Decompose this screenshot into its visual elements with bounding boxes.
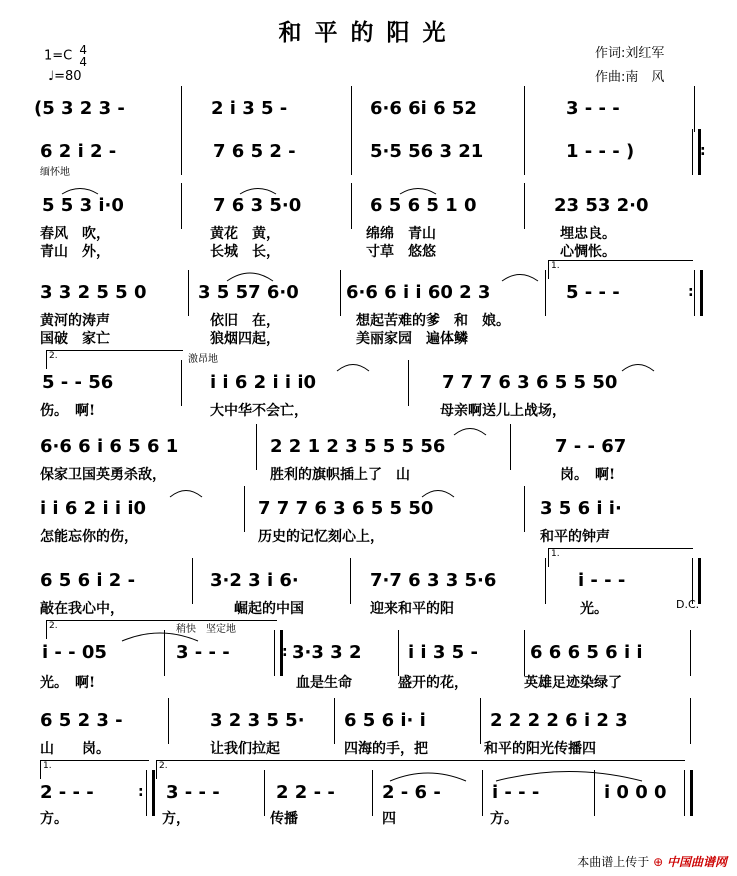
lyric-line: 黄河的涛声 — [40, 313, 110, 329]
slur — [500, 270, 540, 282]
lyric-line: 英雄足迹染绿了 — [524, 675, 622, 691]
lyric-line: 迎来和平的阳 — [370, 601, 454, 617]
barline — [690, 630, 691, 676]
note-group: 5 5 3 i·0 — [42, 195, 124, 216]
note-group: 2 - - - — [40, 782, 94, 803]
quarter-note-icon: ♩ — [48, 69, 55, 84]
note-group: 5 - - - — [566, 282, 620, 303]
note-group: 5·5 56 3 21 — [370, 141, 484, 162]
lyric-line: 埋忠良。 — [560, 226, 616, 242]
barline — [181, 129, 182, 175]
lyric-line: 大中华不会亡， — [210, 403, 308, 419]
note-group: 5 - - 56 — [42, 372, 114, 393]
lyric-line: 胜利的旗帜插上了 山 — [270, 467, 410, 483]
slur — [398, 185, 438, 195]
slur — [60, 185, 100, 195]
key-signature — [44, 44, 87, 68]
note-group: 6·6 6i 6 52 — [370, 98, 477, 119]
note-group: 1 - - - ) — [566, 141, 635, 162]
barline — [398, 630, 399, 676]
lyric-line: 青山 外， — [40, 244, 110, 260]
note-group: 3 5 57 6·0 — [198, 282, 299, 303]
note-group: 6 2 i 2 - — [40, 141, 117, 162]
lyric-line: 方， — [162, 811, 190, 827]
note-group: 3 - - - — [176, 642, 230, 663]
volta-1: 1. — [548, 260, 693, 279]
slur — [388, 768, 468, 782]
composer-credit: 作曲:南 风 — [595, 70, 665, 85]
note-group: 3 2 3 5 5· — [210, 710, 305, 731]
lyric-line: 方。 — [490, 811, 518, 827]
lyric-line: 光。 — [580, 601, 608, 617]
note-group: 3 - - - — [166, 782, 220, 803]
note-group: i i 6 2 i i i0 — [40, 498, 147, 519]
repeat-dots: : — [282, 644, 288, 660]
volta-2: 2. — [46, 620, 277, 639]
slur — [452, 424, 488, 436]
tempo-mark — [48, 69, 82, 84]
barline — [524, 86, 525, 132]
slur — [620, 360, 656, 372]
time-sig-top: 4 — [79, 43, 88, 57]
barline — [524, 129, 525, 175]
lyric-line: 保家卫国英勇杀敌， — [40, 467, 166, 483]
note-group: i - - - — [492, 782, 540, 803]
lyric-line: 绵绵 青山 — [366, 226, 436, 242]
barline — [694, 86, 695, 132]
slur — [494, 766, 644, 782]
barline — [181, 86, 182, 132]
footer-text: 本曲谱上传于 — [577, 855, 650, 869]
note-group: i - - 05 — [42, 642, 107, 663]
lyric-line: 狼烟四起， — [210, 331, 280, 347]
note-group: 3·2 3 i 6· — [210, 570, 299, 591]
volta-2: 2. — [156, 760, 685, 779]
repeat-dots: : — [700, 143, 706, 159]
lyric-line: 四海的手，把 — [344, 741, 428, 757]
note-group: 7·7 6 3 3 5·6 — [370, 570, 497, 591]
lyric-line: 历史的记忆刻心上， — [258, 529, 384, 545]
song-title: 和平的阳光 — [278, 20, 459, 46]
lyric-line: 盛开的花， — [398, 675, 468, 691]
note-group: 2 - 6 - — [382, 782, 441, 803]
note-group: 3 5 6 i i· — [540, 498, 622, 519]
note-group: 6 5 6 5 1 0 — [370, 195, 477, 216]
note-group: 7 - - 67 — [555, 436, 627, 457]
expression-mark: 缅怀地 — [40, 167, 70, 178]
tempo-value: =80 — [54, 69, 82, 84]
lyric-line: 国破 家亡 — [40, 331, 110, 347]
note-group: 3 - - - — [566, 98, 620, 119]
slur — [420, 486, 456, 498]
note-group: 2 2 1 2 3 5 5 5 56 — [270, 436, 446, 457]
lyric-line: 黄花 黄， — [210, 226, 280, 242]
note-group: 3·3 3 2 — [292, 642, 362, 663]
lyric-line: 美丽家园 遍体鳞 — [356, 331, 468, 347]
slur — [335, 360, 371, 372]
lyric-line: 长城 长， — [210, 244, 280, 260]
note-group: 7 7 7 6 3 6 5 5 50 — [442, 372, 618, 393]
lyric-line: 山 岗。 — [40, 741, 110, 757]
lyric-line: 血是生命 — [296, 675, 352, 691]
barline — [351, 86, 352, 132]
key-label: 1=C — [44, 48, 73, 64]
note-group: i i 6 2 i i i0 — [210, 372, 317, 393]
note-group: 3 3 2 5 5 0 — [40, 282, 147, 303]
lyric-line: 寸草 悠悠 — [366, 244, 436, 260]
volta-1: 1. — [40, 760, 149, 779]
lyric-line: 敲在我心中， — [40, 601, 124, 617]
lyric-line: 心惆怅。 — [560, 244, 616, 260]
expression-mark: 激昂地 — [188, 354, 218, 365]
note-group: 6 5 6 i· i — [344, 710, 426, 731]
note-group: 7 6 5 2 - — [213, 141, 296, 162]
lyricist-credit: 作词:刘红军 — [595, 46, 665, 61]
volta-2: 2. — [46, 350, 183, 369]
lyric-line: 让我们拉起 — [210, 741, 280, 757]
note-group: (5 3 2 3 - — [34, 98, 125, 119]
lyric-line: 依旧 在， — [210, 313, 280, 329]
note-group: 6 6 6 5 6 i i — [530, 642, 643, 663]
note-group: 2 2 2 2 6 i 2 3 — [490, 710, 628, 731]
note-group: 7 7 7 6 3 6 5 5 50 — [258, 498, 434, 519]
note-group: 2 i 3 5 - — [211, 98, 288, 119]
barline — [164, 630, 165, 676]
barline — [351, 129, 352, 175]
upload-footer — [577, 853, 727, 870]
lyric-line: 想起苦难的爹 和 娘。 — [356, 313, 510, 329]
lyric-line: 崛起的中国 — [234, 601, 304, 617]
da-capo-mark: D.C. — [676, 598, 700, 611]
note-group: 2 2 - - — [276, 782, 335, 803]
note-group: 6·6 6 i 6 5 6 1 — [40, 436, 179, 457]
time-signature — [79, 44, 87, 68]
lyric-line: 四 — [382, 811, 396, 827]
lyric-line: 岗。 啊! — [560, 467, 616, 483]
site-logo-icon: ⊕ — [653, 855, 664, 869]
site-brand[interactable]: 中国曲谱网 — [666, 855, 727, 869]
note-group: 6 5 2 3 - — [40, 710, 123, 731]
lyric-line: 伤。 啊! — [40, 403, 96, 419]
barline — [524, 630, 525, 676]
note-group: 6·6 6 i i 60 2 3 — [346, 282, 491, 303]
volta-1: 1. — [548, 548, 693, 567]
note-group: 6 5 6 i 2 - — [40, 570, 136, 591]
lyric-line: 方。 — [40, 811, 68, 827]
lyric-line: 母亲啊送儿上战场， — [440, 403, 566, 419]
slur — [120, 628, 200, 642]
slur — [168, 486, 204, 498]
note-group: i i 3 5 - — [408, 642, 478, 663]
note-group: i - - - — [578, 570, 626, 591]
repeat-dots: : — [138, 784, 144, 800]
slur — [225, 268, 275, 282]
note-group: 23 53 2·0 — [554, 195, 649, 216]
lyric-line: 和平的钟声 — [540, 529, 610, 545]
time-sig-bottom: 4 — [79, 55, 88, 69]
note-group: 7 6 3 5·0 — [213, 195, 302, 216]
expression-mark: 稍快 坚定地 — [176, 624, 236, 635]
repeat-dots: : — [688, 284, 694, 300]
lyric-line: 怎能忘你的伤， — [40, 529, 138, 545]
lyric-line: 春风 吹， — [40, 226, 110, 242]
lyric-line: 和平的阳光传播四 — [484, 741, 596, 757]
lyric-line: 传播 — [270, 811, 298, 827]
note-group: i 0 0 0 — [604, 782, 667, 803]
slur — [238, 185, 278, 195]
lyric-line: 光。 啊! — [40, 675, 96, 691]
